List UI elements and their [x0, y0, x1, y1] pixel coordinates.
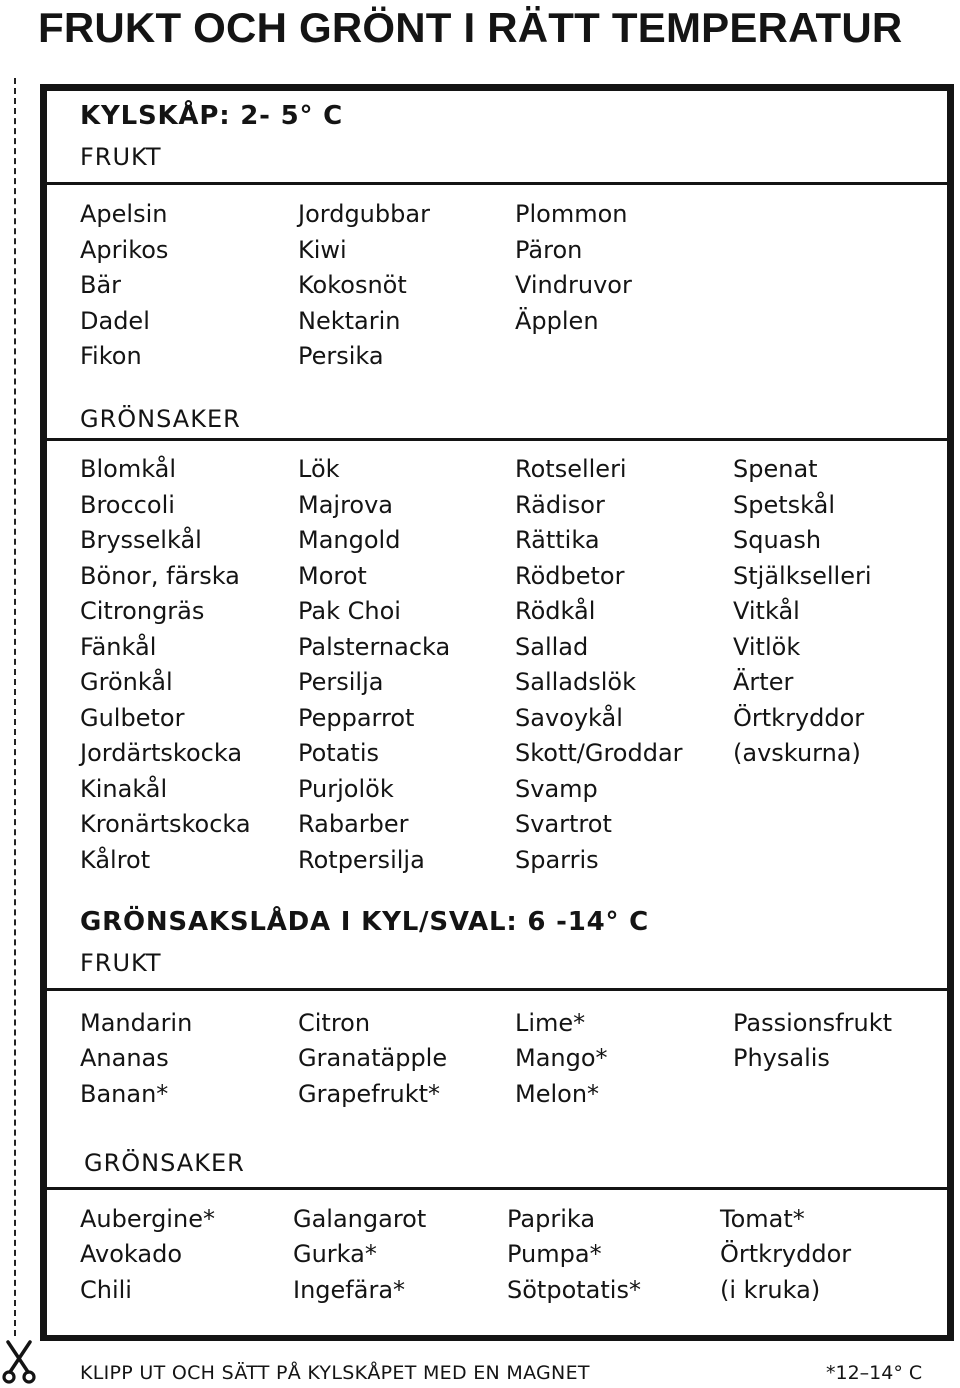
list-item: Apelsin: [80, 200, 168, 228]
crisper-veg-column-4: [720, 1202, 851, 1308]
crisper-fruit-column-1: [80, 1006, 192, 1112]
crisper-veg-label: GRÖNSAKER: [84, 1149, 245, 1177]
divider: [40, 182, 954, 185]
list-item: Svartrot: [515, 810, 612, 838]
list-item: Mango*: [515, 1044, 608, 1073]
list-item: Äpplen: [515, 306, 599, 335]
list-item: Jordgubbar: [298, 200, 430, 228]
list-item: Palsternacka: [298, 632, 451, 661]
fridge-fruit-column-3: [515, 197, 632, 339]
list-item: Nektarin: [298, 306, 401, 335]
crisper-veg-column-2: [293, 1202, 426, 1308]
list-item: Pak Choi: [298, 597, 401, 625]
crisper-veg-column-3: [507, 1202, 641, 1308]
list-item: Banan*: [80, 1079, 169, 1108]
page-title: FRUKT OCH GRÖNT I RÄTT TEMPERATUR: [38, 4, 903, 51]
list-item: Sparris: [515, 845, 599, 874]
fridge-veg-column-4: [733, 452, 872, 772]
list-item: Lime*: [515, 1009, 586, 1037]
list-item: Pumpa*: [507, 1240, 602, 1269]
crisper-fruit-column-4: [733, 1006, 892, 1077]
cut-out-instruction: KLIPP UT OCH SÄTT PÅ KYLSKÅPET MED EN MAGNET: [80, 1362, 590, 1384]
list-item: Salladslök: [515, 668, 636, 696]
list-item: (i kruka): [720, 1275, 821, 1304]
list-item: Potatis: [298, 739, 379, 767]
list-item: Skott/Groddar: [515, 739, 683, 767]
list-item: Ananas: [80, 1044, 169, 1073]
list-item: Rättika: [515, 526, 600, 554]
crisper-fruit-column-2: [298, 1006, 447, 1112]
list-item: Melon*: [515, 1079, 600, 1108]
fridge-veg-column-2: [298, 452, 450, 878]
crisper-fruit-label: FRUKT: [80, 949, 162, 977]
list-item: Morot: [298, 561, 367, 590]
list-item: Kålrot: [80, 845, 151, 874]
list-item: Ärter: [733, 668, 794, 696]
list-item: Physalis: [733, 1044, 830, 1073]
fridge-veg-column-3: [515, 452, 683, 878]
list-item: Bönor, färska: [80, 561, 240, 590]
temperature-footnote: *12–14° C: [826, 1362, 923, 1384]
list-item: Aubergine*: [80, 1205, 215, 1233]
list-item: Grapefrukt*: [298, 1079, 441, 1108]
list-item: Chili: [80, 1275, 132, 1304]
list-item: Plommon: [515, 200, 628, 228]
list-item: Broccoli: [80, 490, 175, 519]
list-item: Örtkryddor: [733, 703, 865, 732]
list-item: Kokosnöt: [298, 271, 407, 299]
list-item: Rödbetor: [515, 561, 625, 590]
fridge-fruit-column-1: [80, 197, 168, 375]
list-item: Vitkål: [733, 597, 800, 625]
list-item: Svamp: [515, 774, 598, 803]
list-item: Päron: [515, 235, 583, 264]
list-item: Gurka*: [293, 1240, 377, 1269]
fridge-veg-label: GRÖNSAKER: [80, 405, 241, 433]
list-item: Rotselleri: [515, 455, 627, 483]
list-item: Squash: [733, 526, 822, 554]
list-item: Bär: [80, 271, 122, 299]
fridge-fruit-column-2: [298, 197, 430, 375]
list-item: Fänkål: [80, 632, 157, 661]
list-item: Rabarber: [298, 810, 409, 838]
crisper-fruit-column-3: [515, 1006, 608, 1112]
list-item: Avokado: [80, 1240, 182, 1269]
list-item: Stjälkselleri: [733, 561, 872, 590]
list-item: Örtkryddor: [720, 1240, 852, 1269]
list-item: Mangold: [298, 526, 401, 554]
list-item: (avskurna): [733, 739, 861, 767]
list-item: Sötpotatis*: [507, 1275, 641, 1304]
fridge-fruit-label: FRUKT: [80, 143, 162, 171]
list-item: Granatäpple: [298, 1044, 448, 1073]
list-item: Paprika: [507, 1205, 596, 1233]
list-item: Aprikos: [80, 235, 169, 264]
list-item: Grönkål: [80, 668, 173, 696]
list-item: Blomkål: [80, 455, 177, 483]
list-item: Rotpersilja: [298, 845, 425, 874]
divider: [40, 438, 954, 441]
divider: [40, 1187, 954, 1190]
list-item: Rädisor: [515, 490, 605, 519]
scissors-icon: [1, 1340, 37, 1384]
fridge-heading: KYLSKÅP: 2- 5° C: [80, 101, 343, 131]
list-item: Ingefära*: [293, 1275, 406, 1304]
crisper-heading: GRÖNSAKSLÅDA I KYL/SVAL: 6 -14° C: [80, 907, 650, 937]
list-item: Vitlök: [733, 632, 801, 661]
list-item: Rödkål: [515, 597, 596, 625]
list-item: Pepparrot: [298, 703, 415, 732]
crisper-veg-column-1: [80, 1202, 215, 1308]
list-item: Spetskål: [733, 490, 835, 519]
list-item: Passionsfrukt: [733, 1009, 893, 1037]
list-item: Tomat*: [720, 1205, 805, 1233]
list-item: Fikon: [80, 342, 142, 370]
list-item: Kronärtskocka: [80, 810, 251, 838]
list-item: Citrongräs: [80, 597, 205, 625]
list-item: Gulbetor: [80, 703, 185, 732]
list-item: Jordärtskocka: [80, 739, 243, 767]
list-item: Persilja: [298, 668, 384, 696]
list-item: Dadel: [80, 306, 150, 335]
list-item: Galangarot: [293, 1205, 427, 1233]
list-item: Spenat: [733, 455, 818, 483]
list-item: Citron: [298, 1009, 371, 1037]
list-item: Purjolök: [298, 774, 394, 803]
list-item: Mandarin: [80, 1009, 193, 1037]
list-item: Kinakål: [80, 774, 168, 803]
divider: [40, 988, 954, 991]
list-item: Sallad: [515, 632, 589, 661]
list-item: Persika: [298, 342, 384, 370]
fridge-veg-column-1: [80, 452, 251, 878]
list-item: Vindruvor: [515, 271, 632, 299]
list-item: Majrova: [298, 490, 394, 519]
cut-line: [14, 78, 16, 1336]
list-item: Kiwi: [298, 235, 347, 264]
list-item: Brysselkål: [80, 526, 202, 554]
list-item: Lök: [298, 455, 340, 483]
list-item: Savoykål: [515, 703, 623, 732]
